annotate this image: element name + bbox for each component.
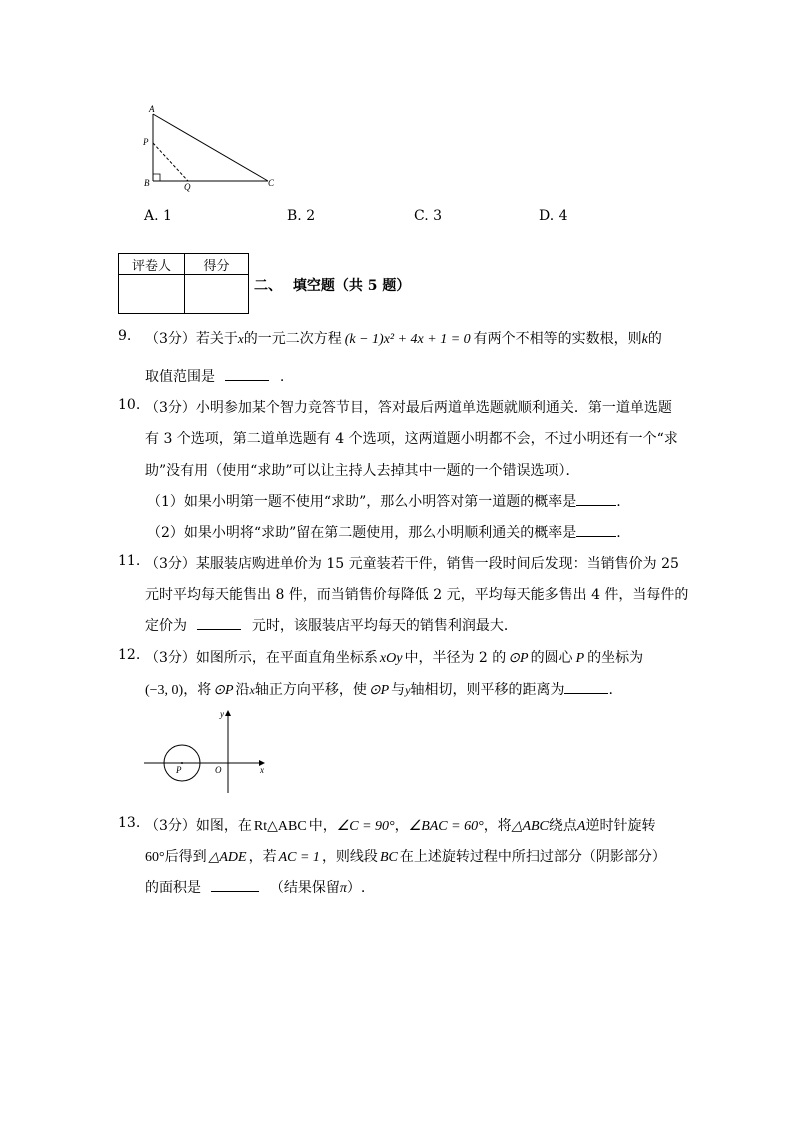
q10-sub2-text: （2）如果小明将“求助”留在第二题使用，那么小明顺利通关的概率是 (147, 525, 577, 541)
q10-sub1-blank[interactable] (576, 491, 616, 506)
q13-triangle-ade: △ADE (208, 850, 247, 865)
q9-number: 9. (118, 328, 132, 344)
q12-line2e: 轴相切，则平移的距离为 (410, 682, 565, 698)
q13-angle-c: ∠C = 90° (336, 819, 395, 834)
q10-sub2-blank[interactable] (576, 522, 616, 537)
section-title: 填空题（共 5 题） (292, 278, 411, 294)
q12-circle-p3: ⊙P (368, 683, 390, 698)
q9-equation: (k − 1)x² + 4x + 1 = 0 (344, 332, 471, 347)
q13-line1e: 逆时针旋转 (585, 818, 656, 834)
option-a: A. 1 (144, 208, 172, 224)
q13-answer-blank[interactable] (211, 877, 259, 892)
q9-end: 的 (647, 331, 662, 347)
q13-line2c: ，则线段 (321, 849, 378, 865)
q9-var-x: x (237, 331, 244, 346)
q13-point-a: A (576, 819, 586, 834)
q12-answer-blank[interactable] (564, 679, 608, 694)
label-q: Q (184, 182, 191, 192)
q12-circle-p: ⊙P (508, 651, 529, 666)
q13-rt-triangle: Rt△ABC (253, 819, 307, 834)
q13-line2b: ，若 (248, 849, 277, 865)
q13-line3c: ）. (346, 880, 366, 896)
option-d: D. 4 (539, 208, 568, 224)
q12-line2c: 轴正方向平移，使 (254, 682, 367, 698)
q9-mid: 的一元二次方程 (243, 331, 342, 347)
circle-coordinate-figure (140, 705, 275, 797)
option-c: C. 3 (414, 208, 443, 224)
q10-line2: 有 3 个选项，第二道单选题有 4 个选项，这两道题小明都不会，不过小明还有一个“求 (145, 431, 678, 447)
score-table (118, 253, 249, 314)
q12-circle-p2: ⊙P (213, 683, 234, 698)
q9-answer-blank[interactable] (225, 366, 269, 381)
q13-line2 (145, 846, 666, 866)
score-table-grader-cell (119, 275, 185, 314)
q12-coord: (−3, 0) (145, 683, 184, 698)
q12-line1 (145, 647, 643, 667)
q13-ac: AC = 1 (278, 850, 320, 865)
q12-xoy: xOy (379, 651, 403, 666)
q13-line3a: 的面积是 (145, 880, 201, 896)
q9-line2 (145, 366, 284, 386)
q12-line2a: ，将 (183, 682, 212, 698)
q11-line3a: 定价为 (145, 618, 187, 634)
label-b: B (144, 178, 150, 188)
center-p-dot (181, 762, 183, 764)
side-ac (153, 114, 268, 181)
q12-line2b: 沿 (235, 682, 250, 698)
option-b: B. 2 (287, 208, 316, 224)
q12-y: y (405, 683, 411, 697)
q9-prefix: （3分）若关于 (145, 331, 238, 347)
q12-line2 (145, 679, 613, 699)
q13-line1b: 中， (308, 818, 337, 834)
q12-line1a: （3分）如图所示，在平面直角坐标系 (145, 650, 378, 666)
q13-line1c: ，将 (483, 818, 512, 834)
q13-triangle-abc: △ABC (511, 819, 549, 834)
q12-line1c: 的圆心 (530, 650, 573, 666)
section-header (254, 275, 410, 295)
score-table-score-cell (185, 275, 249, 314)
q10-sub1 (147, 491, 621, 511)
label-p: P (176, 765, 182, 775)
q9-var-k: k (641, 332, 648, 347)
q12-number: 12. (118, 647, 141, 663)
q12-x: x (249, 683, 255, 697)
q10-line1: （3分）小明参加某个智力竞答节目，答对最后两道单选题就顺利通关．第一道单选题 (145, 400, 672, 416)
q12-line1b: 中，半径为 2 的 (404, 650, 507, 666)
q13-angle-bac: ∠BAC = 60° (408, 819, 484, 834)
q13-line1 (145, 815, 655, 835)
segment-pq (153, 143, 188, 181)
q9-after: 有两个不相等的实数根，则 (473, 331, 642, 347)
label-x: x (260, 765, 264, 775)
q10-sub2 (147, 522, 621, 542)
q12-end: . (608, 682, 613, 698)
q12-line2d: 与 (391, 682, 406, 698)
q13-line1a: （3分）如图，在 (145, 818, 252, 834)
q9-line1 (145, 328, 662, 348)
q13-bc: BC (379, 850, 398, 865)
q11-line1: （3分）某服装店购进单价为 15 元童装若干件，销售一段时间后发现：当销售价为 25 (145, 556, 679, 572)
q10-number: 10. (118, 397, 141, 413)
q9-line2-text: 取值范围是 (145, 369, 215, 385)
q13-line1d: 绕点 (548, 818, 577, 834)
q12-point-p: P (575, 651, 585, 666)
q10-line3: 助”没有用（使用“求助”可以让主持人去掉其中一题的一个错误选项）． (145, 463, 580, 479)
label-p: P (143, 137, 149, 147)
q12-line1d: 的坐标为 (587, 650, 644, 666)
score-table-grader-header: 评卷人 (119, 254, 185, 275)
q13-comma: ， (394, 818, 409, 834)
q11-line3 (145, 615, 518, 635)
q11-line2: 元时平均每天能售出 8 件，而当销售价每降低 2 元，平均每天能多售出 4 件，当每件的 (145, 587, 689, 603)
q13-degree: 60° (145, 850, 165, 865)
label-c: C (268, 178, 275, 188)
q13-line3 (145, 877, 365, 897)
q9-end2: . (279, 369, 285, 385)
q13-number: 13. (118, 815, 141, 831)
q10-sub1-period: . (616, 494, 621, 510)
label-y: y (220, 709, 224, 719)
q13-pi: π (339, 881, 347, 896)
q11-line3b: 元时，该服装店平均每天的销售利润最大． (251, 618, 518, 634)
q13-line3b: （结果保留 (269, 880, 340, 896)
q11-number: 11. (118, 553, 141, 569)
q11-answer-blank[interactable] (197, 615, 241, 630)
q13-line2d: 在上述旋转过程中所扫过部分（阴影部分） (399, 849, 666, 865)
right-angle-mark (153, 174, 160, 181)
score-table-score-header: 得分 (185, 254, 249, 275)
triangle-figure (138, 100, 288, 195)
q13-line2a: 后得到 (164, 849, 207, 865)
q10-sub1-text: （1）如果小明第一题不使用“求助”，那么小明答对第一道题的概率是 (147, 494, 577, 510)
section-number: 二、 (254, 278, 282, 294)
label-o: O (215, 765, 222, 775)
q10-sub2-period: . (616, 525, 621, 541)
label-a: A (149, 104, 155, 114)
